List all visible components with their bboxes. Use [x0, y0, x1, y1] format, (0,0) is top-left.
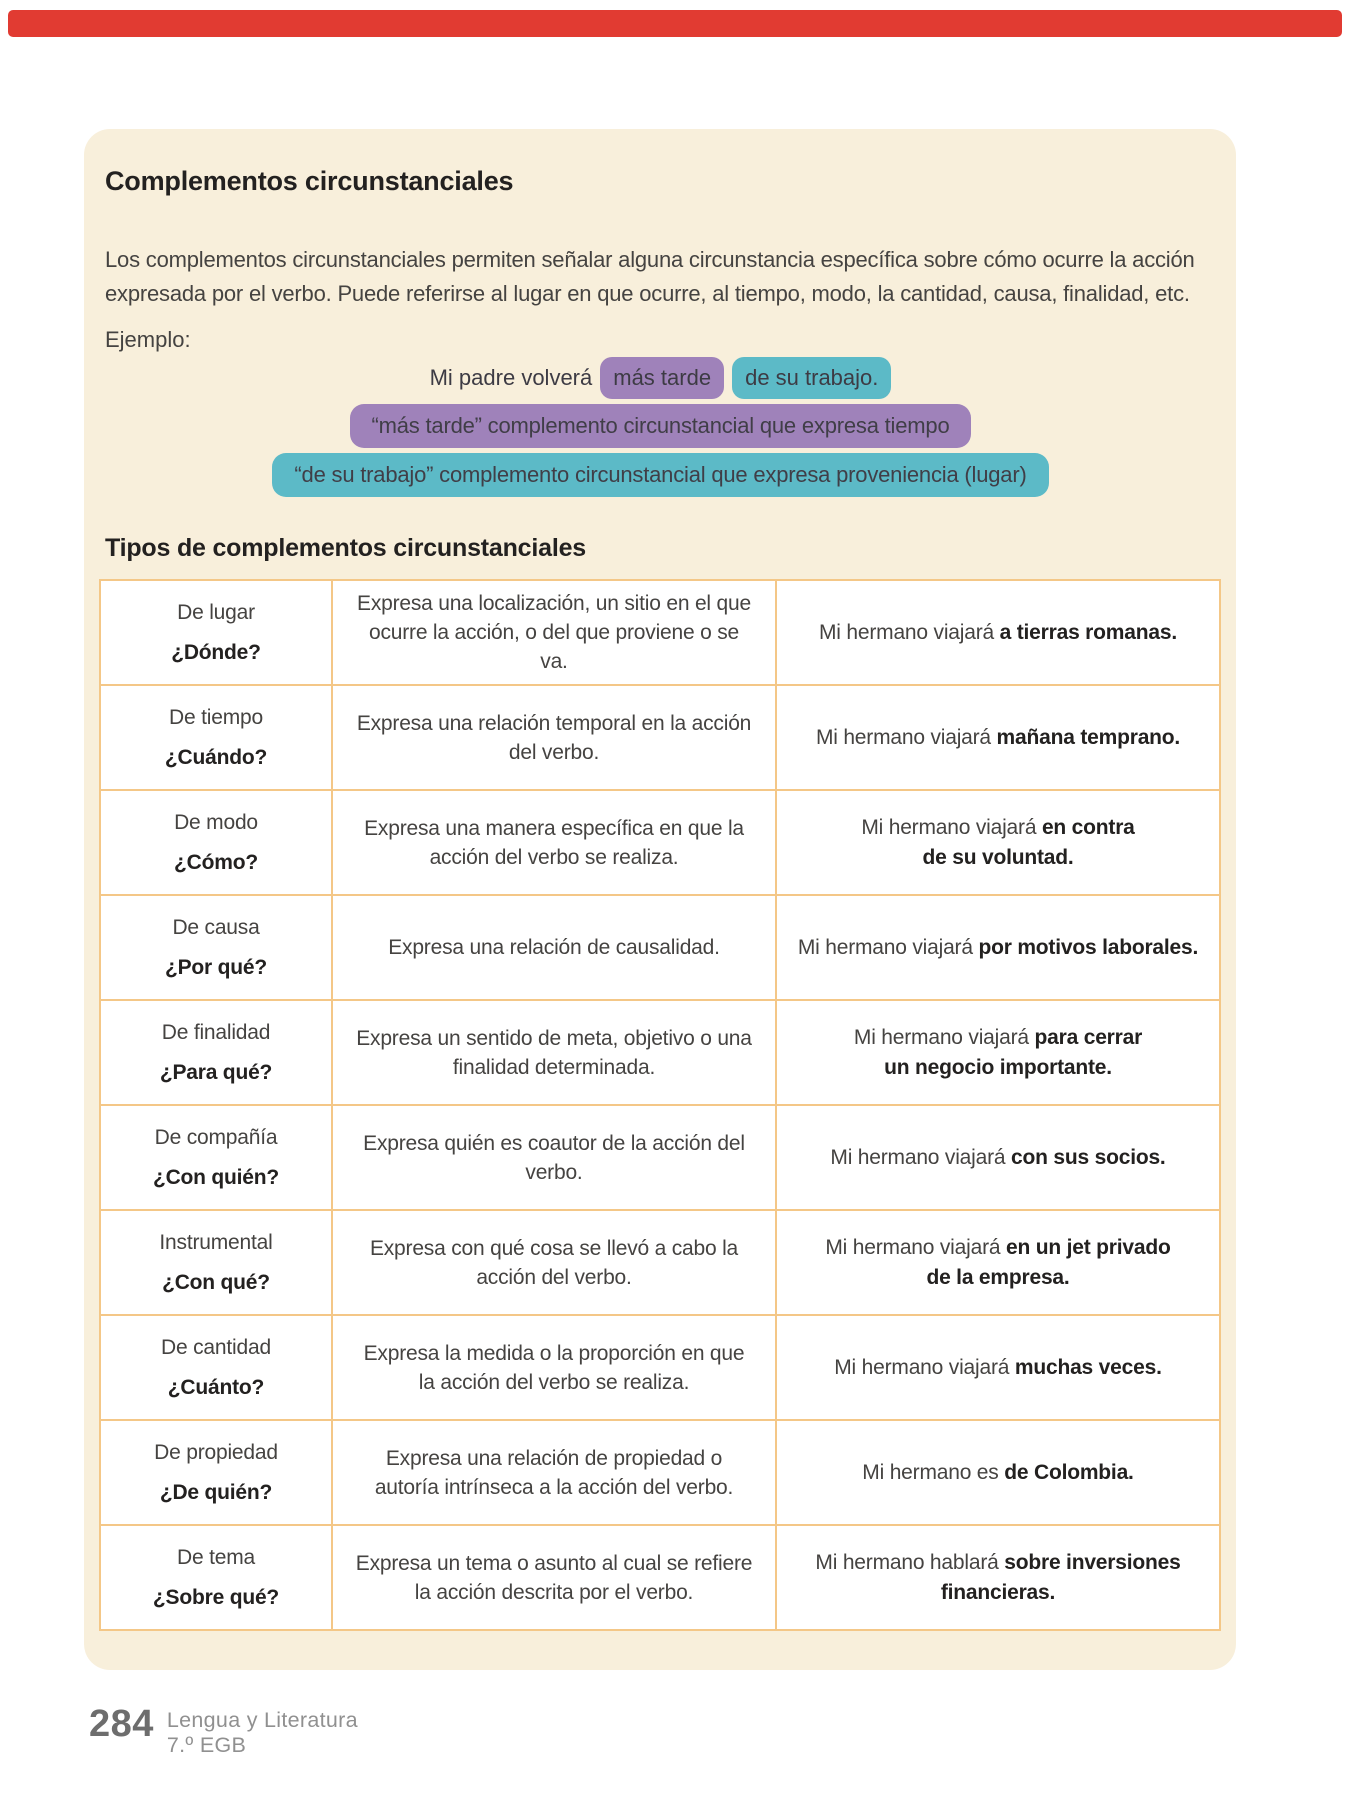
- description-cell: Expresa una localización, un sitio en el que ocurre la acción, o del que proviene o se va.: [332, 580, 776, 685]
- description-cell: Expresa un tema o asunto al cual se refiere la acción descrita por el verbo.: [332, 1525, 776, 1630]
- example-line-1: [787, 723, 1209, 753]
- table-row: [100, 685, 1220, 790]
- example-cell: [776, 1420, 1220, 1525]
- type-question: ¿Con qué?: [162, 1270, 270, 1294]
- type-cell: [100, 1315, 332, 1420]
- description-cell: Expresa un sentido de meta, objetivo o una finalidad determinada.: [332, 1000, 776, 1105]
- table-row: [100, 1000, 1220, 1105]
- type-cell: [100, 790, 332, 895]
- example-cell: [776, 790, 1220, 895]
- table-row: [100, 580, 1220, 685]
- book-grade: 7.º EGB: [166, 1733, 247, 1757]
- example-line-1: [787, 1023, 1209, 1053]
- type-name: De finalidad: [161, 1020, 271, 1044]
- type-question: ¿Por qué?: [164, 955, 268, 979]
- example-time-highlight: más tarde: [600, 357, 724, 399]
- example-place-note-row: [105, 453, 1216, 497]
- top-accent-bar: [8, 10, 1342, 37]
- example-line-1: [787, 813, 1209, 843]
- table-row: [100, 1315, 1220, 1420]
- example-line-1: [787, 1353, 1209, 1383]
- example-plain-part: Mi hermano es: [862, 1460, 1005, 1484]
- type-question: ¿Cuánto?: [167, 1375, 265, 1399]
- example-label: Ejemplo:: [105, 327, 191, 352]
- table-title: Tipos de complementos circunstanciales: [105, 534, 586, 562]
- type-cell: [100, 580, 332, 685]
- example-bold-part: a tierras romanas.: [999, 620, 1177, 644]
- example-sentence-prefix: Mi padre volverá: [429, 365, 593, 390]
- book-info: [167, 1704, 358, 1758]
- intro-paragraph: Los complementos circunstanciales permiten señalar alguna circunstancia específica sobre cómo ocurre la acción expresada por el verbo. Puede referirse al lugar en que ocurre, al tiempo, modo, la cantidad, causa, finalidad, etc.: [105, 247, 1195, 306]
- type-question: ¿Con quién?: [152, 1165, 280, 1189]
- example-plain-part: Mi hermano viajará: [861, 815, 1042, 839]
- example-bold-part: en un jet privado: [1005, 1235, 1171, 1259]
- type-cell: [100, 895, 332, 1000]
- type-cell: [100, 1105, 332, 1210]
- type-name: Instrumental: [159, 1230, 273, 1254]
- type-cell: [100, 685, 332, 790]
- example-line-1: [787, 1233, 1209, 1263]
- example-plain-part: Mi hermano viajará: [830, 1145, 1012, 1169]
- description-cell: Expresa una relación de propiedad o autoría intrínseca a la acción del verbo.: [332, 1420, 776, 1525]
- example-plain-part: Mi hermano viajará: [815, 725, 997, 749]
- section-title: Complementos circunstanciales: [105, 166, 514, 196]
- description-cell: Expresa una relación temporal en la acción del verbo.: [332, 685, 776, 790]
- example-place-note: “de su trabajo” complemento circunstancial que expresa proveniencia (lugar): [272, 453, 1048, 497]
- example-place-highlight: de su trabajo.: [732, 357, 891, 399]
- type-question: ¿Para qué?: [159, 1060, 273, 1084]
- type-name: De tiempo: [169, 705, 263, 729]
- example-bold-part: mañana temprano.: [996, 725, 1181, 749]
- example-sentence: [105, 357, 1216, 399]
- example-cell: [776, 685, 1220, 790]
- table-row: [100, 1525, 1220, 1630]
- complements-table: [99, 579, 1221, 1631]
- description-cell: Expresa quién es coautor de la acción del verbo.: [332, 1105, 776, 1210]
- example-cell: [776, 895, 1220, 1000]
- type-name: De lugar: [177, 600, 255, 624]
- example-plain-part: Mi hermano viajará: [853, 1025, 1035, 1049]
- type-question: ¿Sobre qué?: [152, 1585, 280, 1609]
- example-bold-part-line2: de su voluntad.: [922, 845, 1074, 869]
- example-line-1: [787, 1143, 1209, 1173]
- example-plain-part: Mi hermano viajará: [797, 935, 979, 959]
- description-cell: Expresa la medida o la proporción en que la acción del verbo se realiza.: [332, 1315, 776, 1420]
- description-cell: Expresa una relación de causalidad.: [332, 895, 776, 1000]
- table-row: [100, 895, 1220, 1000]
- example-bold-part-line2: de la empresa.: [926, 1265, 1070, 1289]
- example-bold-part: por motivos laborales.: [978, 935, 1199, 959]
- table-row: [100, 1210, 1220, 1315]
- table-row: [100, 1420, 1220, 1525]
- description-cell: Expresa con qué cosa se llevó a cabo la acción del verbo.: [332, 1210, 776, 1315]
- example-line-1: [787, 1548, 1209, 1578]
- example-line-1: [787, 933, 1209, 963]
- page-footer: [89, 1704, 358, 1758]
- example-plain-part: Mi hermano hablará: [815, 1550, 1005, 1574]
- example-line-1: [787, 1458, 1209, 1488]
- example-cell: [776, 1000, 1220, 1105]
- example-cell: [776, 1105, 1220, 1210]
- example-bold-part: de Colombia.: [1004, 1460, 1134, 1484]
- example-bold-part: en contra: [1041, 815, 1135, 839]
- example-cell: [776, 580, 1220, 685]
- type-question: ¿Dónde?: [171, 640, 261, 664]
- example-cell: [776, 1525, 1220, 1630]
- type-cell: [100, 1525, 332, 1630]
- type-name: De causa: [172, 915, 260, 939]
- table-row: [100, 1105, 1220, 1210]
- complements-table-body: [100, 580, 1220, 1630]
- example-bold-part-line2: financieras.: [940, 1580, 1056, 1604]
- type-name: De compañía: [154, 1125, 278, 1149]
- type-cell: [100, 1000, 332, 1105]
- type-cell: [100, 1420, 332, 1525]
- example-plain-part: Mi hermano viajará: [819, 620, 1000, 644]
- example-bold-part-line2: un negocio importante.: [884, 1055, 1112, 1079]
- type-name: De modo: [174, 810, 258, 834]
- example-plain-part: Mi hermano viajará: [825, 1235, 1006, 1259]
- content-panel: [84, 129, 1236, 1670]
- example-plain-part: Mi hermano viajará: [834, 1355, 1015, 1379]
- type-question: ¿Cuándo?: [164, 745, 268, 769]
- example-bold-part: con sus socios.: [1011, 1145, 1166, 1169]
- type-name: De cantidad: [161, 1335, 271, 1359]
- example-cell: [776, 1210, 1220, 1315]
- example-time-note: “más tarde” complemento circunstancial que expresa tiempo: [350, 404, 972, 448]
- description-cell: Expresa una manera específica en que la acción del verbo se realiza.: [332, 790, 776, 895]
- type-cell: [100, 1210, 332, 1315]
- book-title: Lengua y Literatura: [166, 1708, 358, 1732]
- page-number: 284: [89, 1703, 154, 1745]
- example-cell: [776, 1315, 1220, 1420]
- example-bold-part: para cerrar: [1034, 1025, 1143, 1049]
- example-line-1: [787, 618, 1209, 648]
- example-time-note-row: [105, 404, 1216, 448]
- example-bold-part: muchas veces.: [1014, 1355, 1162, 1379]
- table-row: [100, 790, 1220, 895]
- type-question: ¿De quién?: [159, 1480, 273, 1504]
- example-bold-part: sobre inversiones: [1004, 1550, 1181, 1574]
- type-question: ¿Cómo?: [174, 850, 258, 874]
- type-name: De tema: [177, 1545, 255, 1569]
- type-name: De propiedad: [154, 1440, 278, 1464]
